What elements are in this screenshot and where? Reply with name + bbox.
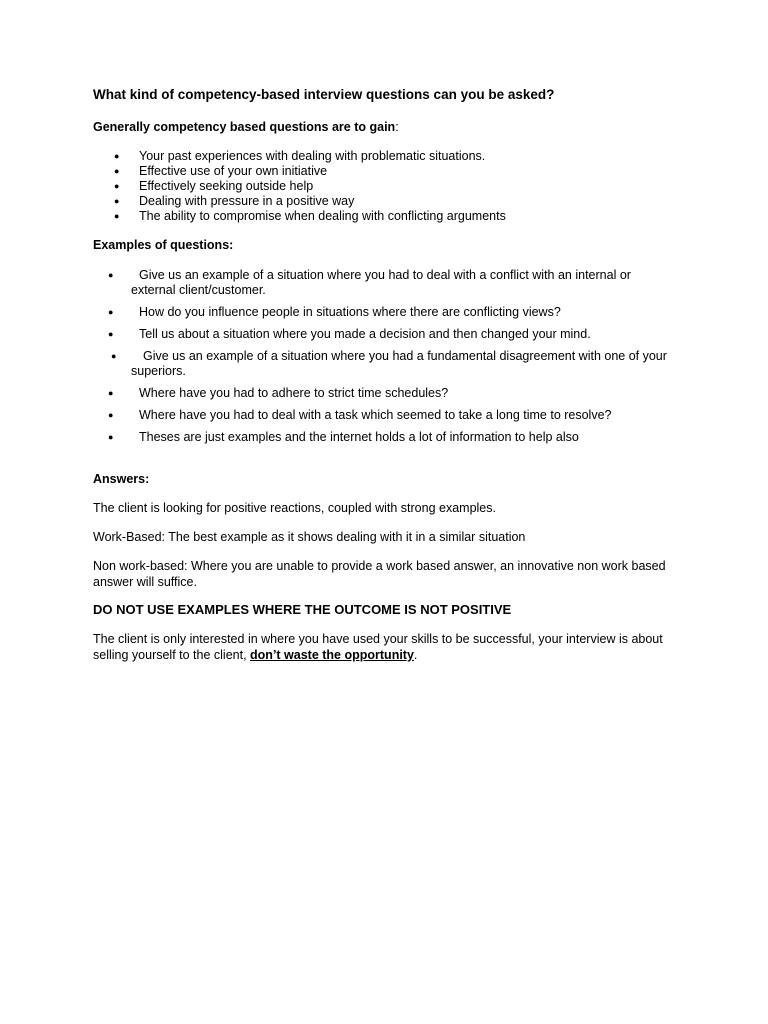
bullet-icon: ● (111, 351, 117, 361)
list-item (93, 194, 678, 209)
bullet-icon: ● (108, 307, 114, 317)
gain-list (93, 149, 678, 224)
bullet-icon: ● (108, 432, 114, 442)
bullet-icon: ● (108, 410, 114, 420)
answer-intro: The client is looking for positive reactions, coupled with strong examples. (93, 501, 496, 515)
gain-item-text: Effective use of your own initiative (139, 164, 328, 178)
gain-item-text: Dealing with pressure in a positive way (139, 194, 355, 208)
bullet-icon: ● (114, 211, 120, 221)
bullet-icon: ● (114, 196, 120, 206)
gain-heading-text: Generally competency based questions are to gain (93, 120, 396, 134)
non-work-based-answer: Non work-based: Where you are unable to provide a work based answer, an innovative non work based answer will suffice. (93, 559, 666, 589)
question-text: Give us an example of a situation where you had a fundamental disagreement with one of your superiors. (131, 349, 667, 378)
closing-text: The client is only interested in where you have used your skills to be successful, your interview is about selling yourself to the client, (93, 632, 663, 662)
bullet-icon: ● (108, 270, 114, 280)
questions-list (93, 268, 678, 445)
bullet-icon: ● (114, 151, 120, 161)
bullet-icon: ● (114, 166, 120, 176)
document-title: What kind of competency-based interview questions can you be asked? (93, 87, 555, 102)
list-item (93, 149, 678, 164)
list-item (93, 430, 678, 445)
question-text: Where have you had to adhere to strict time schedules? (139, 386, 449, 400)
answers-heading: Answers: (93, 472, 150, 486)
list-item (93, 164, 678, 179)
closing-emphasis: don’t waste the opportunity (250, 648, 414, 662)
list-item (93, 179, 678, 194)
gain-heading (93, 119, 678, 135)
list-item (93, 305, 678, 320)
list-item (93, 408, 678, 423)
question-text: How do you influence people in situations where there are conflicting views? (139, 305, 561, 319)
work-based-answer: Work-Based: The best example as it shows dealing with it in a similar situation (93, 530, 526, 544)
question-text: Theses are just examples and the internet holds a lot of information to help also (139, 430, 579, 444)
bullet-icon: ● (114, 181, 120, 191)
list-item (93, 386, 678, 401)
list-item (93, 209, 678, 224)
list-item (93, 327, 678, 342)
closing-paragraph (93, 631, 678, 663)
examples-heading: Examples of questions: (93, 238, 234, 252)
gain-item-text: The ability to compromise when dealing with conflicting arguments (139, 209, 506, 223)
gain-item-text: Your past experiences with dealing with problematic situations. (139, 149, 486, 163)
question-text: Where have you had to deal with a task which seemed to take a long time to resolve? (139, 408, 612, 422)
document-page (93, 86, 678, 663)
list-item (93, 268, 678, 298)
question-text: Give us an example of a situation where you had to deal with a conflict with an internal or external client/customer. (131, 268, 631, 297)
question-text: Tell us about a situation where you made a decision and then changed your mind. (139, 327, 591, 341)
warning-heading: DO NOT USE EXAMPLES WHERE THE OUTCOME IS NOT POSITIVE (93, 602, 512, 617)
gain-heading-colon: : (395, 120, 399, 134)
gain-item-text: Effectively seeking outside help (139, 179, 314, 193)
bullet-icon: ● (108, 329, 114, 339)
bullet-icon: ● (108, 388, 114, 398)
list-item (93, 349, 678, 379)
closing-end: . (413, 648, 418, 662)
